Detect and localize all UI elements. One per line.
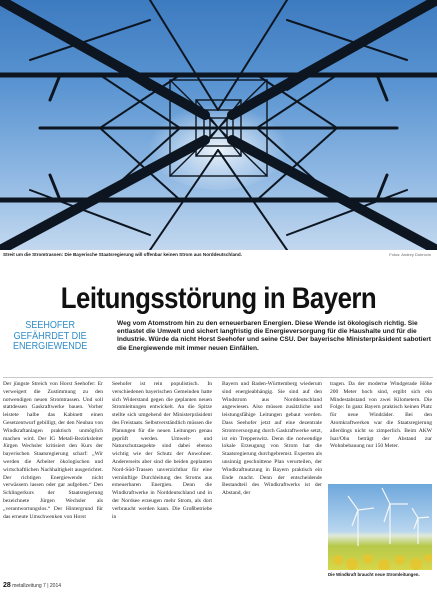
kicker-line: GEFÄHRDET DIE bbox=[13, 329, 87, 342]
article-column-1: Der jüngste Streich von Horst Seehofer: Er verweigert die Zustimmung zu den notwendigen neuen Stromtrassen. Und soll stattdessen Gaskraftwerke bauen. Vorher leistete halbe das Kabinett einen Gesetzentwurf gebilligt, der den Neubau von Windkraftanlagen praktisch unmöglich machen wird. Der IG Metall-Bezirksleiter Jürgen Wechsler kritisiert den Kurs der bayerischen Staatsregierung scharf: „Wir werden die Arbeiter ökologischen und wirtschaftlichen Nachhaltigkeit ausgerichtet. Der richtigen Energiewende nicht verwässern lassen oder gar aufgeben.“ Den Schlingerkurs der Staatsregierung bezeichnete Jürgen Wechsler als „verantwortungslos.“ Der Hintergrund für das erneute Umschwenken von Horst bbox=[3, 381, 103, 520]
article-column-2: Seehofer ist rein populistisch. In verschiedenen bayerischen Gemeinden hatte sich Widerstand gegen die geplanten neuen Stromleitungen entwickelt. An die Spitze stellte sich umgehend der Ministerpräsident des Freistaats. Selbstverständlich müssen die Planungen für die neuen Leitungen genau geprüft werden. Umwelt- und Naturschutzaspekte sind dabei ebenso wichtig wie der Schutz der Anwohner. Andererseits aber sind die beiden geplanten Nord-Süd-Trassen unverzichtbar für eine vernünftige Durchleitung des Stroms aus erneuerbaren Energien. Denn die Windkraftwerke in Norddeutschland und in der Nordsee erzeugen mehr Strom, als dort verbraucht werden kann. Die Großbetriebe in bbox=[112, 381, 212, 520]
page-footer bbox=[3, 582, 61, 589]
wind-photo-caption: Die Windkraft braucht neue Stromleitungen. bbox=[328, 572, 420, 577]
kicker-line: ENERGIEWENDE bbox=[13, 340, 88, 352]
transmission-tower-illustration bbox=[0, 0, 437, 250]
hero-photo bbox=[0, 0, 437, 250]
wind-turbine-photo bbox=[328, 484, 432, 570]
photo-caption: Streit um die Stromtrassen: Die Bayerische Staatsregierung will offenbar keinen Strom aus Norddeutschland. bbox=[3, 252, 242, 257]
article-kicker bbox=[8, 320, 92, 352]
section-divider bbox=[3, 377, 433, 378]
article-lead: Weg vom Atomstrom hin zu den erneuerbaren Energien. Diese Wende ist ökologisch richtig. Sie entlastet die Umwelt und sichert langfristig die Energieversorgung für die Haushalte und für die Industrie. Würde da nicht Horst Seehofer und seine CSU. Der bayerische Ministerpräsident sabotiert die Energiewende mit immer neuen Einfällen. bbox=[117, 320, 432, 352]
photo-credit: Fotos: Andrey Dubrovin bbox=[389, 252, 431, 257]
article-column-3: Bayern und Baden-Württemberg wiederum sind energieabhängig. Sie sind auf den Windstrom aus Norddeutschland angewiesen. Also müssen zusätzliche und leistungsfähige Leitungen gebaut werden. Dass Seehofer jetzt auf eine dezentrale Stromversorgung durch Gaskraftwerke setzt, ist ein Treppenwitz. Denn die notwendige lokale Erzeugung von Strom hat die Staatsregierung durchgebremst. Experten als unsinnig geschnittene Plan verurteilen, der Windkraftnutzung in Bayern praktisch ein Ende macht. Denn der entscheidende Bestandteil des Windkraftwerks ist der Abstand, der bbox=[222, 381, 322, 497]
kicker-line: SEEHOFER bbox=[25, 319, 75, 331]
wind-turbines-illustration bbox=[328, 484, 432, 570]
page-number: 28 bbox=[3, 582, 11, 589]
article-headline: Leitungsstörung in Bayern bbox=[60, 282, 377, 315]
footer-publication: metallzeitung 7 | 2014 bbox=[12, 583, 62, 589]
article-column-4: tragen. Da der moderne Windgerade Höhe 200 Meter hoch sind, ergibt sich ein Mindestabstand von zwei Kilometern. Die Folge: In ganz Bayern praktisch keinen Platz für neue Windräder. Bei den Atomkraftwerken war die Staatsregierung allerdings nicht so zimperlich. Beim AKW Isar/Ohu beträgt der Abstand zur Wohnbebauung nur 150 Meter. bbox=[330, 381, 432, 450]
